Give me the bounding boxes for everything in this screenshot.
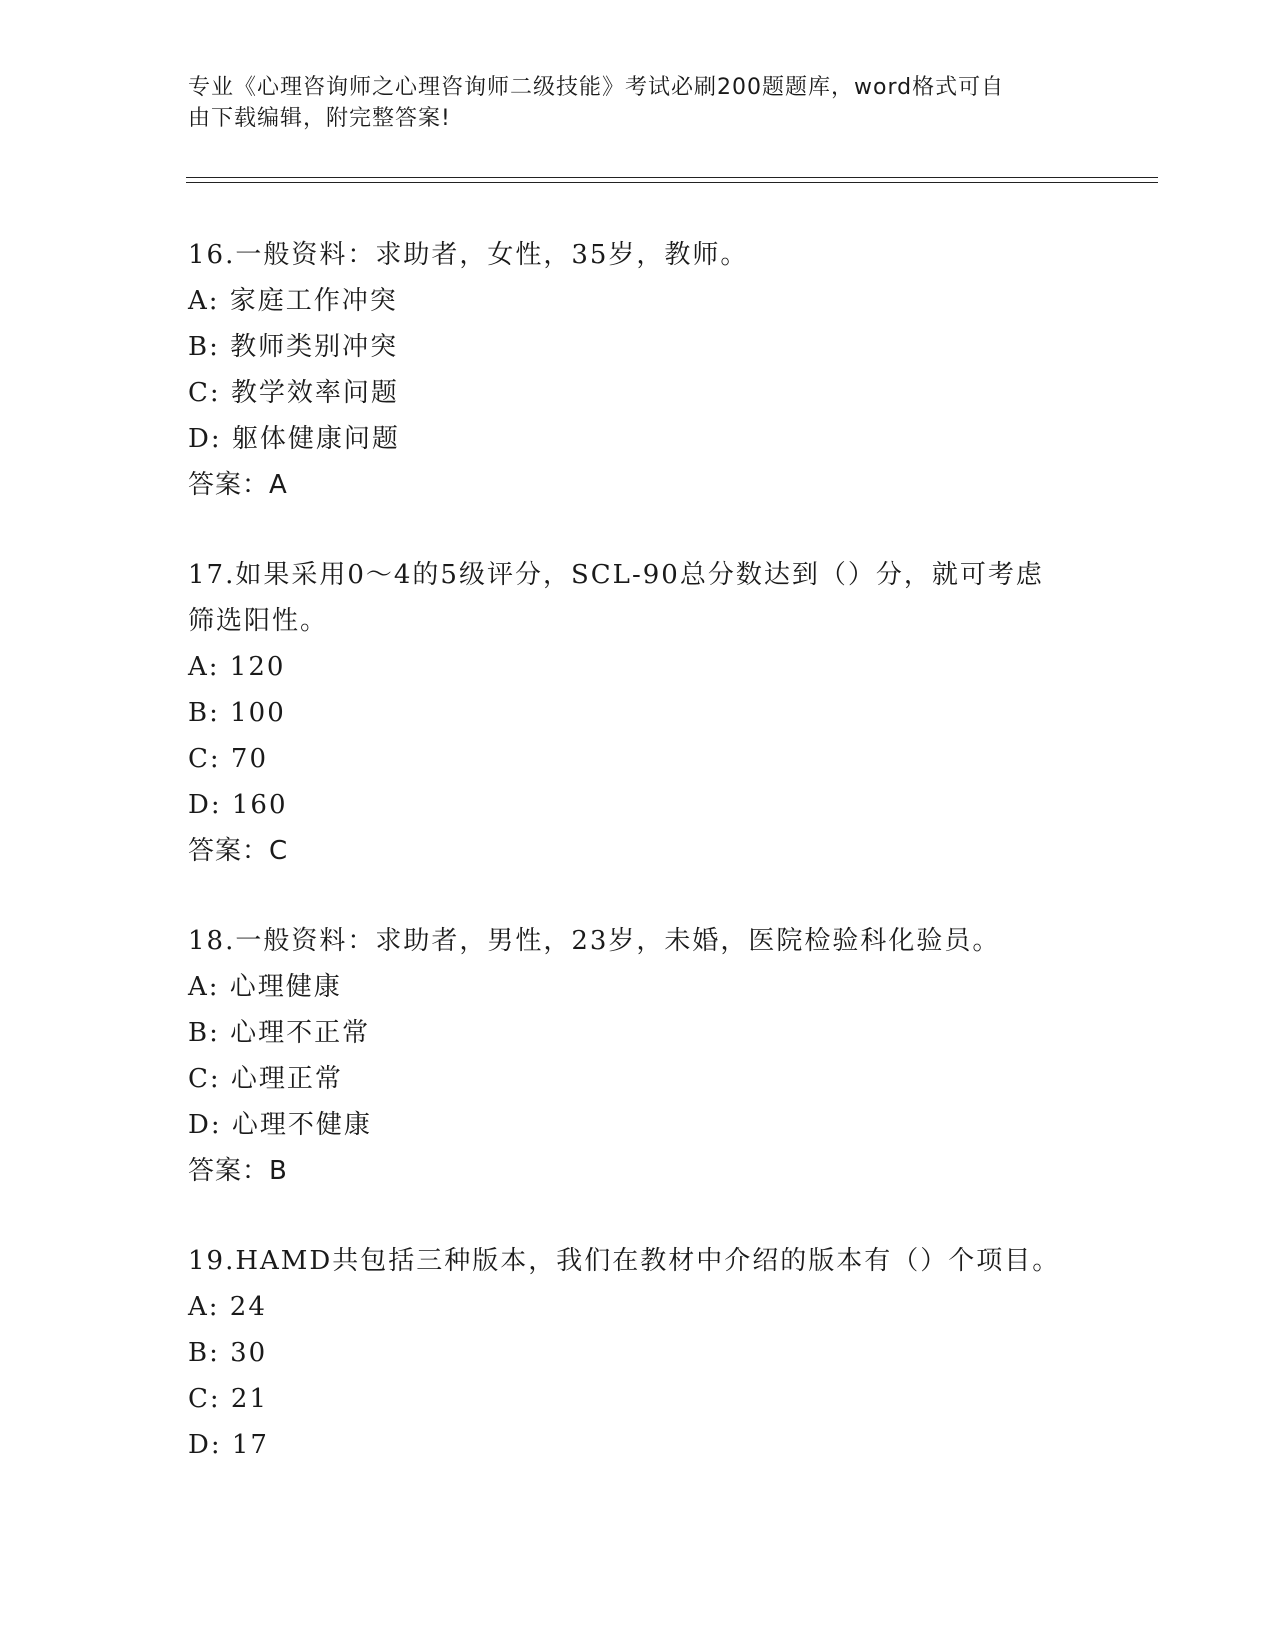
question-stem: 19.HAMD共包括三种版本，我们在教材中介绍的版本有（）个项目。 — [188, 1246, 1061, 1276]
option-b: B: 100 — [188, 698, 286, 728]
answer-line: 答案：C — [188, 836, 289, 866]
answer-line: 答案：B — [188, 1156, 288, 1186]
option-b: B: 教师类别冲突 — [188, 332, 399, 362]
option-c: C: 70 — [188, 744, 269, 774]
answer-line: 答案：A — [188, 470, 288, 500]
header-divider-top — [186, 177, 1158, 178]
option-a: A: 心理健康 — [188, 972, 342, 1002]
option-d: D: 160 — [188, 790, 288, 820]
option-c: C: 教学效率问题 — [188, 378, 399, 408]
option-d: D: 心理不健康 — [188, 1110, 372, 1140]
question-19 — [188, 1238, 1088, 1468]
question-list — [188, 232, 1088, 1512]
question-stem: 16.一般资料：求助者，女性，35岁，教师。 — [188, 240, 749, 270]
option-a: A: 24 — [188, 1292, 267, 1322]
header-line-1: 专业《心理咨询师之心理咨询师二级技能》考试必刷200题题库，word格式可自 — [188, 75, 1005, 100]
question-stem-line-1: 17.如果采用0～4的5级评分，SCL-90总分数达到（）分，就可考虑 — [188, 560, 1044, 590]
option-c: C: 心理正常 — [188, 1064, 343, 1094]
option-d: D: 17 — [188, 1430, 269, 1460]
question-16 — [188, 232, 1088, 508]
option-b: B: 30 — [188, 1338, 268, 1368]
option-d: D: 躯体健康问题 — [188, 424, 400, 454]
header-divider-bottom — [186, 182, 1158, 183]
question-stem: 18.一般资料：求助者，男性，23岁，未婚，医院检验科化验员。 — [188, 926, 1001, 956]
option-a: A: 家庭工作冲突 — [188, 286, 398, 316]
option-b: B: 心理不正常 — [188, 1018, 371, 1048]
question-18 — [188, 918, 1088, 1194]
option-a: A: 120 — [188, 652, 286, 682]
header-line-2: 由下载编辑，附完整答案! — [188, 106, 451, 131]
document-header — [188, 72, 1068, 134]
option-c: C: 21 — [188, 1384, 269, 1414]
question-stem-line-2: 筛选阳性。 — [188, 606, 329, 636]
question-17 — [188, 552, 1088, 874]
